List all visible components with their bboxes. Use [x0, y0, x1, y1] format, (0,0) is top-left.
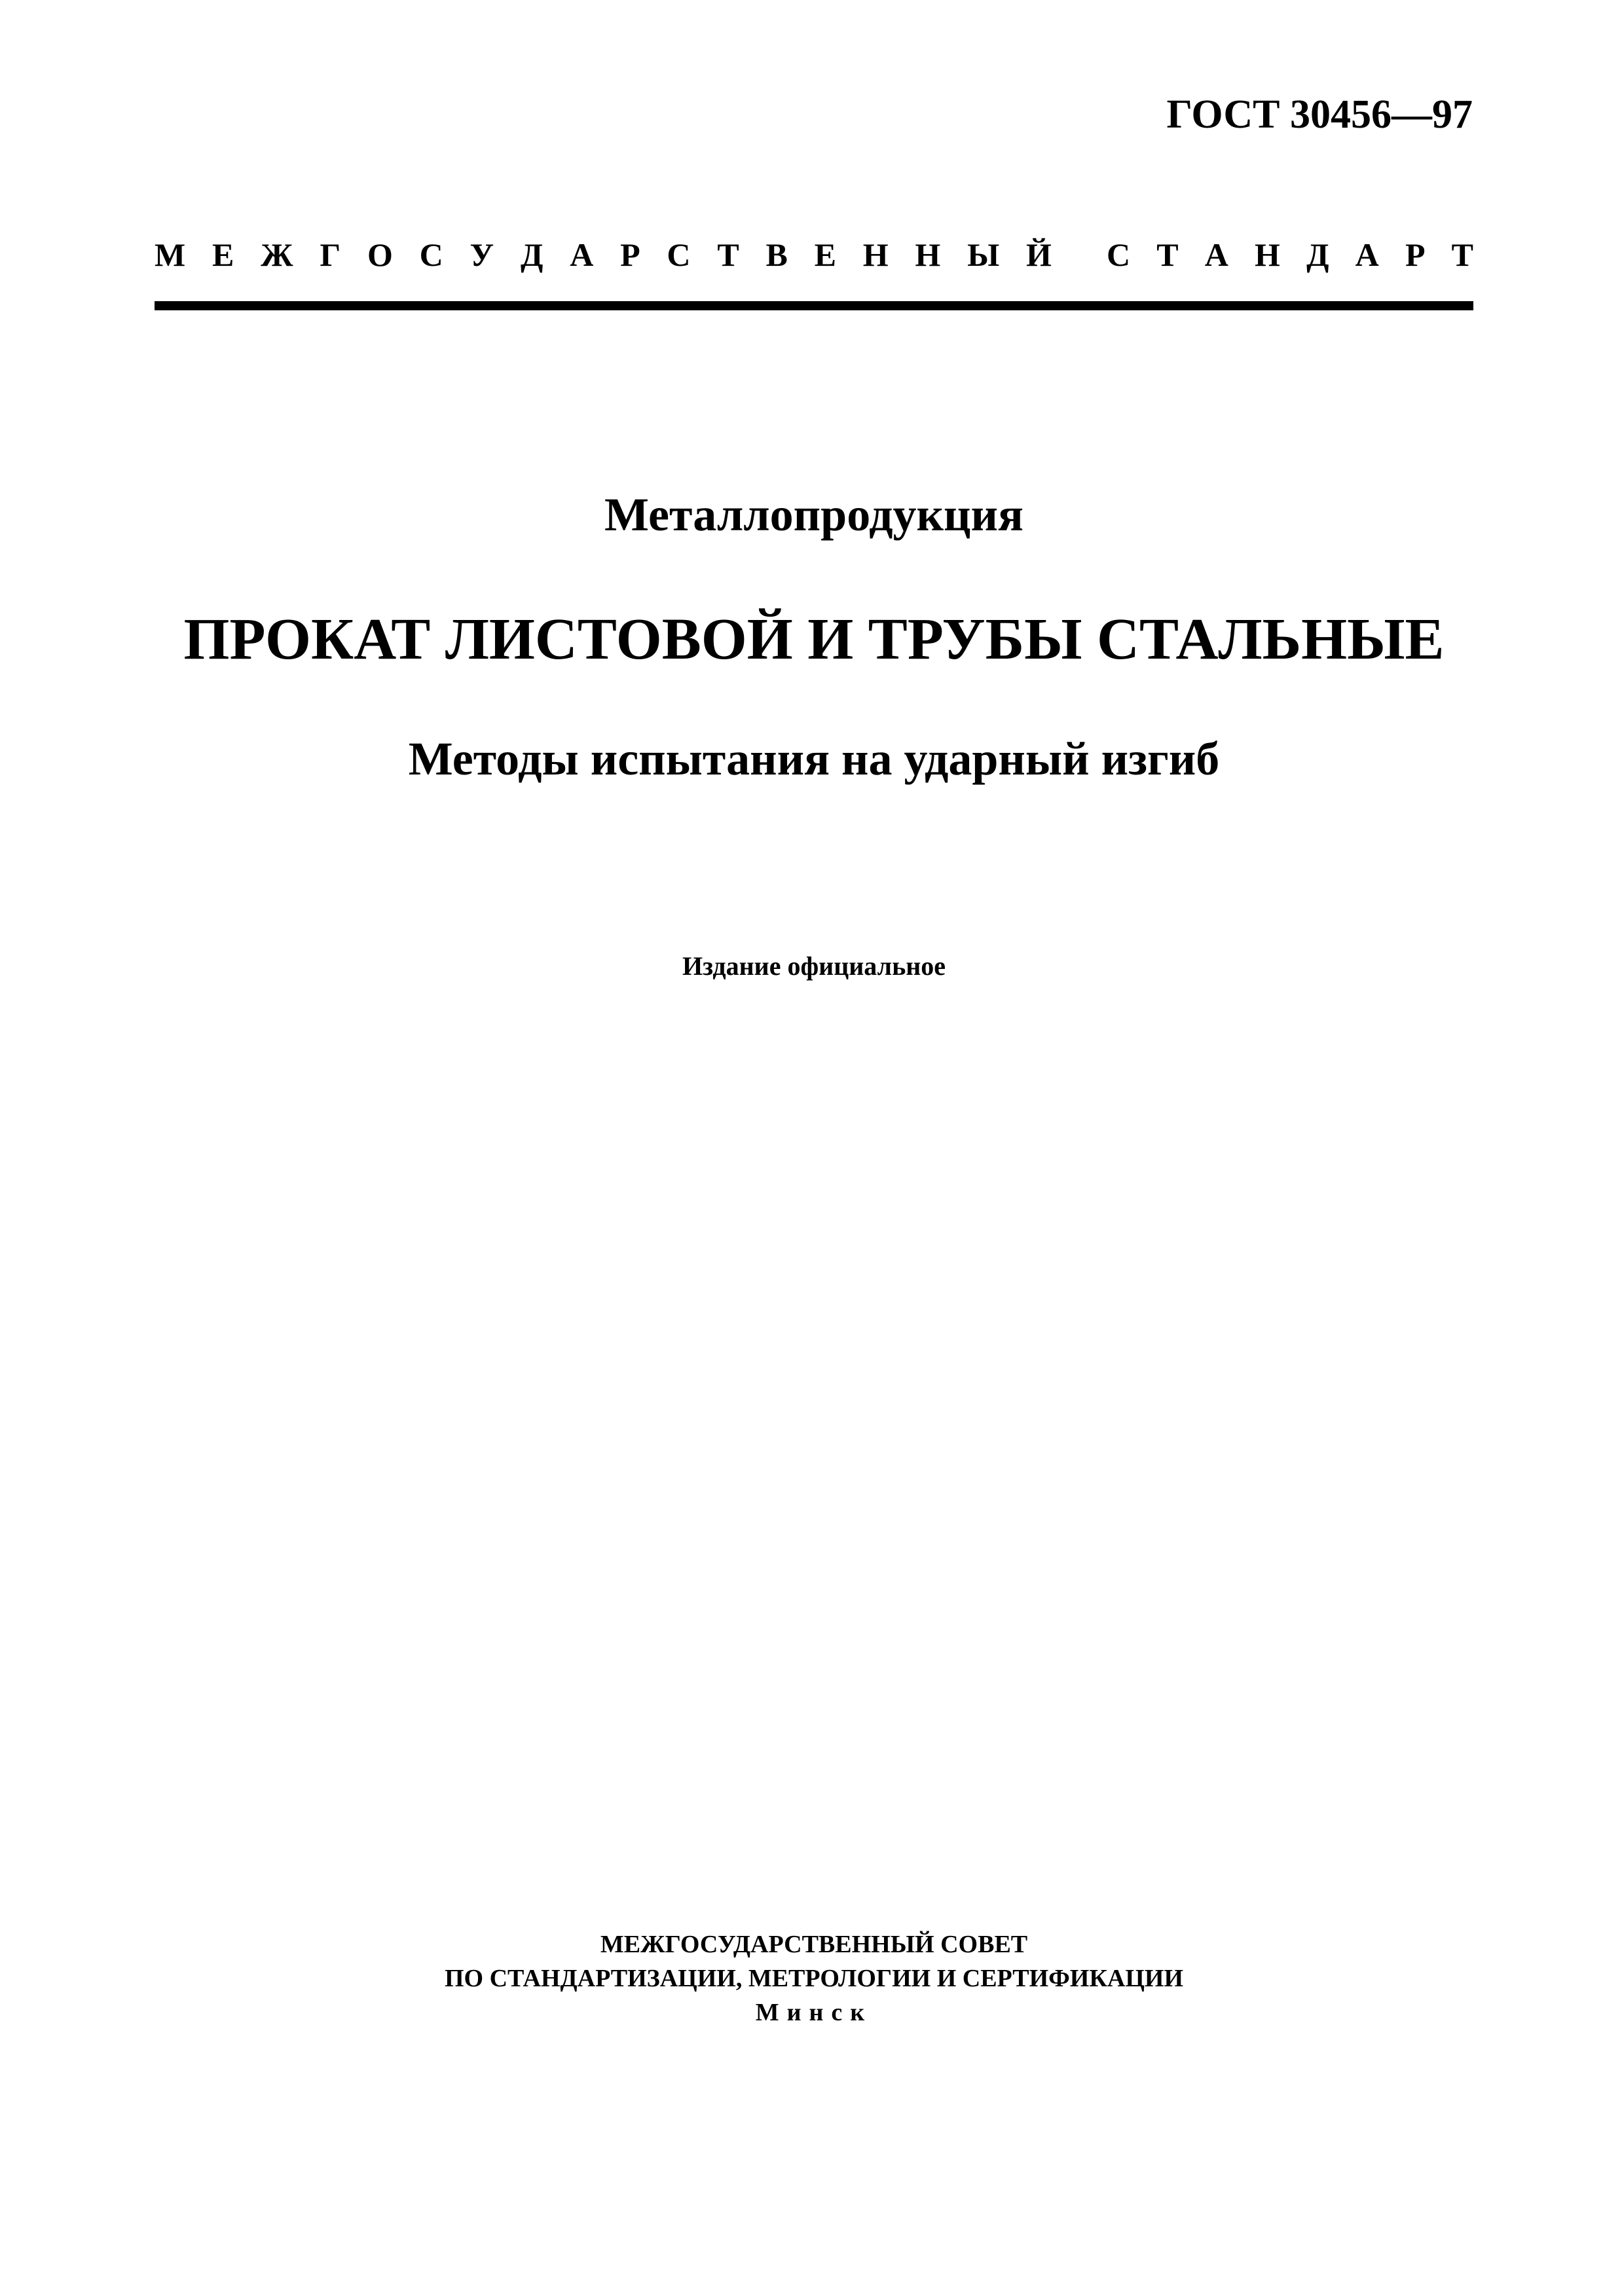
heading-letter: Ж [261, 236, 293, 273]
heading-letter: Е [814, 236, 836, 273]
heading-letter: Д [521, 236, 544, 273]
heading-letter: А [1204, 236, 1228, 273]
heading-letter: А [1355, 236, 1379, 273]
heading-letter: Н [915, 236, 941, 273]
heading-letter: С [419, 236, 443, 273]
heading-letter: А [570, 236, 594, 273]
document-number: ГОСТ 30456—97 [1166, 92, 1473, 137]
publisher-city: Минск [755, 1999, 873, 2026]
category-word-standard [1107, 236, 1473, 274]
header-rule [155, 301, 1473, 310]
title-group: Металлопродукция [604, 488, 1023, 541]
heading-letter: М [155, 236, 186, 273]
heading-letter: В [765, 236, 788, 273]
heading-letter: С [1107, 236, 1131, 273]
publisher-line-2: ПО СТАНДАРТИЗАЦИИ, МЕТРОЛОГИИ И СЕРТИФИКАЦИИ [444, 1965, 1183, 1992]
heading-letter: Т [1451, 236, 1473, 273]
edition-label: Издание официальное [682, 951, 946, 981]
heading-letter: Т [1156, 236, 1179, 273]
category-word-interstate [155, 236, 1052, 274]
heading-letter: Ы [967, 236, 1000, 273]
heading-letter: Т [717, 236, 739, 273]
heading-letter: Е [212, 236, 234, 273]
heading-letter: Г [320, 236, 341, 273]
heading-letter: Р [1405, 236, 1426, 273]
publisher-line-1: МЕЖГОСУДАРСТВЕННЫЙ СОВЕТ [600, 1931, 1028, 1958]
heading-letter: Р [620, 236, 640, 273]
heading-letter: Й [1026, 236, 1052, 273]
heading-letter: Н [862, 236, 889, 273]
title-main: ПРОКАТ ЛИСТОВОЙ И ТРУБЫ СТАЛЬНЫЕ [183, 607, 1445, 672]
heading-letter: У [470, 236, 494, 273]
heading-letter: С [667, 236, 691, 273]
standard-category-header [155, 236, 1473, 274]
heading-letter: Н [1255, 236, 1280, 273]
heading-letter: О [367, 236, 393, 273]
title-sub: Методы испытания на ударный изгиб [408, 733, 1220, 785]
heading-letter: Д [1306, 236, 1329, 273]
